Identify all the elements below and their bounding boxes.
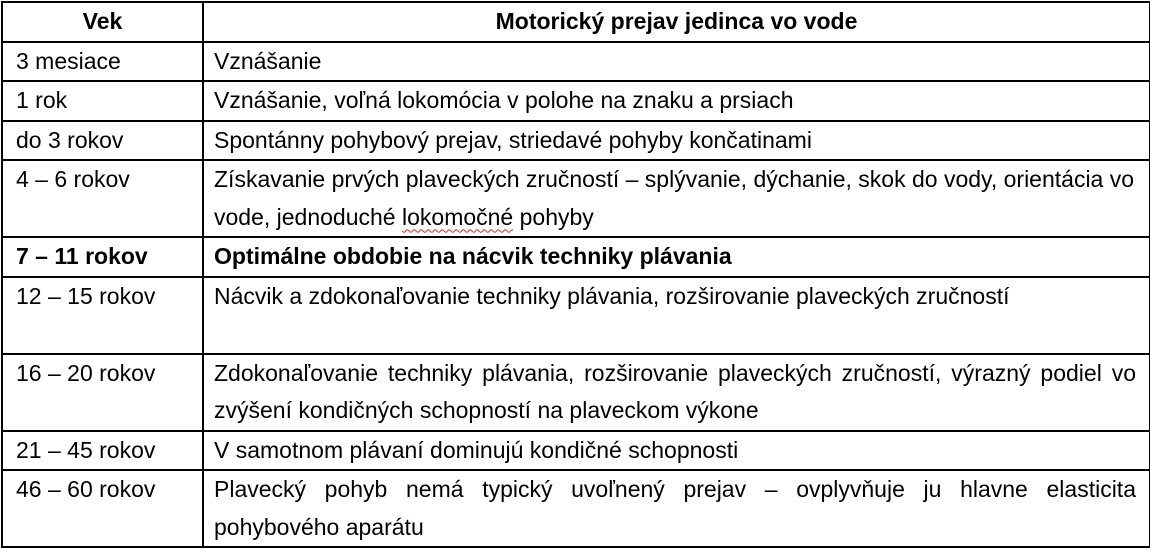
header-age: Vek xyxy=(2,2,203,42)
description-cell: Vznášanie xyxy=(203,42,1150,82)
description-text: Získavanie prvých plaveckých zručností – splývanie, dýchanie, skok do vody, orientácia vo vode, jednoduché xyxy=(214,166,1135,230)
age-cell: 12 – 15 rokov xyxy=(2,277,203,354)
description-cell: Spontánny pohybový prejav, striedavé pohyby končatinami xyxy=(203,121,1150,161)
age-motor-table xyxy=(1,1,1150,548)
description-cell: Optimálne obdobie na nácvik techniky plávania xyxy=(203,237,1150,277)
table-row xyxy=(2,277,1150,354)
table-row xyxy=(2,354,1150,431)
age-cell: 1 rok xyxy=(2,81,203,121)
description-cell: Plavecký pohyb nemá typický uvoľnený prejav – ovplyvňuje ju hlavne elasticita pohybového aparátu xyxy=(203,470,1150,547)
table-row xyxy=(2,81,1150,121)
age-cell: 3 mesiace xyxy=(2,42,203,82)
table-header-row xyxy=(2,2,1150,42)
age-cell: do 3 rokov xyxy=(2,121,203,161)
age-cell: 4 – 6 rokov xyxy=(2,160,203,237)
table-row xyxy=(2,470,1150,547)
table-row xyxy=(2,160,1150,237)
description-cell xyxy=(203,160,1150,237)
age-cell: 21 – 45 rokov xyxy=(2,431,203,471)
header-description: Motorický prejav jedinca vo vode xyxy=(203,2,1150,42)
description-cell: Zdokonaľovanie techniky plávania, rozširovanie plaveckých zručností, výrazný podiel vo zvýšení kondičných schopností na plaveckom výkone xyxy=(203,354,1150,431)
age-cell: 16 – 20 rokov xyxy=(2,354,203,431)
age-cell: 7 – 11 rokov xyxy=(2,237,203,277)
description-cell: Nácvik a zdokonaľovanie techniky plávania, rozširovanie plaveckých zručností xyxy=(203,277,1150,354)
table-row xyxy=(2,42,1150,82)
spellcheck-flagged-word[interactable]: lokomočné xyxy=(402,203,514,230)
table-row xyxy=(2,121,1150,161)
table-row xyxy=(2,431,1150,471)
table-row-highlighted xyxy=(2,237,1150,277)
description-cell: Vznášanie, voľná lokomócia v polohe na znaku a prsiach xyxy=(203,81,1150,121)
age-cell: 46 – 60 rokov xyxy=(2,470,203,547)
description-text: pohyby xyxy=(513,203,594,230)
description-cell: V samotnom plávaní dominujú kondičné schopnosti xyxy=(203,431,1150,471)
